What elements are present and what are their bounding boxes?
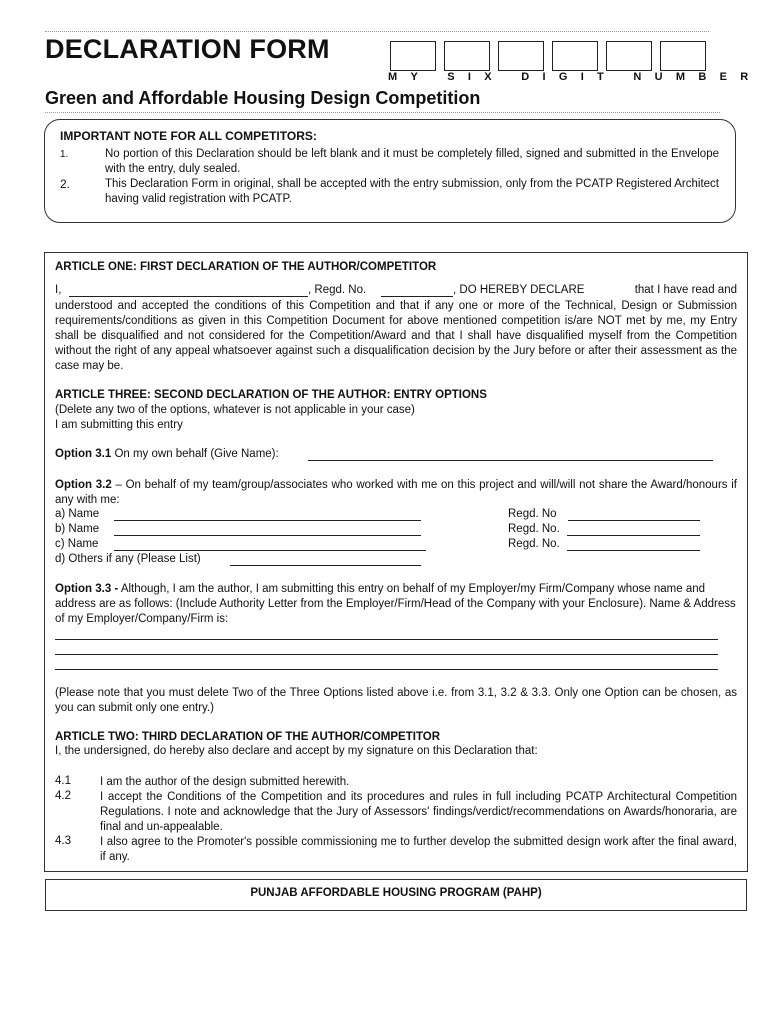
team-regd-field-c[interactable] [567,550,700,551]
employer-address-line-2[interactable] [55,654,718,655]
note-item-number: 1. [60,149,69,160]
digit-box-5[interactable] [606,41,652,71]
top-rule [45,31,709,32]
author-name-field[interactable] [69,296,308,297]
submitting-entry-text: I am submitting this entry [55,419,183,431]
declaration-item-text: I also agree to the Promoter's possible commissioning me to further develop the submitted design work after the final award, if any. [100,836,737,863]
program-name: PUNJAB AFFORDABLE HOUSING PROGRAM (PAHP) [250,887,542,899]
option-3-1-text: On my own behalf (Give Name): [114,448,279,460]
declaration-item-text: I am the author of the design submitted herewith. [100,776,350,788]
regd-no-label: , Regd. No. [308,284,367,296]
employer-address-line-3[interactable] [55,669,718,670]
option-3-2-text: – On behalf of my team/group/associates who worked with me on this project and will/will not share the Award/honours if any with me: [55,479,737,506]
others-list-field[interactable] [230,565,421,566]
article-two-heading: ARTICLE TWO: THIRD DECLARATION OF THE AUTHOR/COMPETITOR [55,731,441,743]
digit-box-6[interactable] [660,41,706,71]
digit-box-3[interactable] [498,41,544,71]
team-name-row-a: a) Name [55,508,100,520]
team-name-field-c[interactable] [114,550,426,551]
option-3-1-label: Option 3.1 [55,448,112,460]
article-one-first-line [55,284,737,299]
team-name-field-a[interactable] [114,520,421,521]
declaration-item-number: 4.3 [55,835,71,847]
note-item-number: 2. [60,177,71,191]
option-3-3-label: Option 3.3 - [55,583,119,595]
note-item-text: This Declaration Form in original, shall be accepted with the entry submission, only from the PCATP Registered Architect having valid registration with PCATP. [105,178,719,205]
option-3-2 [55,478,737,508]
important-note-heading: IMPORTANT NOTE FOR ALL COMPETITORS: [60,129,317,143]
digit-box-4[interactable] [552,41,598,71]
i-label: I, [55,284,62,296]
form-title: DECLARATION FORM [45,34,330,64]
option-3-2-label: Option 3.2 [55,479,112,491]
subtitle-rule [45,112,720,113]
team-name-row-b: b) Name [55,523,100,535]
first-line-tail: that I have read and [634,284,737,296]
employer-address-line-1[interactable] [55,639,718,640]
declaration-item-number: 4.2 [55,790,71,802]
digit-number-label: MY SIX DIGIT NUMBER [388,71,762,83]
regd-no-field[interactable] [381,296,453,297]
delete-two-options-note: (Please note that you must delete Two of the Three Options listed above i.e. from 3.1, 3.2 & 3.3. Only one Option can be chosen, as you can submit only one entry.) [55,687,737,714]
team-regd-field-b[interactable] [567,535,700,536]
note-item-text: No portion of this Declaration should be left blank and it must be completely filled, signed and submitted in the Envelope with the entry, duly sealed. [105,148,719,175]
digit-box-2[interactable] [444,41,490,71]
competition-subtitle: Green and Affordable Housing Design Competition [45,88,481,108]
declaration-item-number: 4.1 [55,775,71,787]
option-3-3-text: Although, I am the author, I am submitting this entry on behalf of my Employer/my Firm/Company whose name and address are as follows: (Include Authority Letter from the Employer/Firm/Head of the Company with your Enclosure). Name & Address of my Employer/Company/Firm is: [55,583,736,625]
team-regd-label-a: Regd. No [508,508,557,520]
team-regd-field-a[interactable] [568,520,700,521]
option-3-1-name-field[interactable] [308,460,713,461]
others-list-label: d) Others if any (Please List) [55,553,201,565]
team-name-row-c: c) Name [55,538,99,550]
team-name-field-b[interactable] [114,535,421,536]
article-one-heading: ARTICLE ONE: FIRST DECLARATION OF THE AUTHOR/COMPETITOR [55,261,437,273]
option-3-1 [55,448,737,460]
article-one-body: understood and accepted the conditions of this Competition and that if any one or more of the Technical, Design or Submission requirements/conditions as given in this Competition Document for above mentioned competition is/are NOT met by me, my Entry shall be disqualified and not considered for the Competition/Award and that I shall have disqualified myself from the Competition without the right of any appeal whatsoever against such a disqualification decision by the Jury before or after their assessment as the case may be. [55,300,737,372]
article-two-intro: I, the undersigned, do hereby also declare and accept by my signature on this Declaration that: [55,745,538,757]
team-regd-label-c: Regd. No. [508,538,560,550]
declaration-item-text: I accept the Conditions of the Competition and its procedures and rules in full including PCATP Architectural Competition Regulations. I note and acknowledge that the Jury of Assessors' findings/verdict/recommendations on Awards/honoraria, are final and un-appealable. [100,791,737,833]
article-three-heading: ARTICLE THREE: SECOND DECLARATION OF THE AUTHOR: ENTRY OPTIONS [55,389,487,401]
team-regd-label-b: Regd. No. [508,523,560,535]
delete-options-note: (Delete any two of the options, whatever is not applicable in your case) [55,404,415,416]
option-3-3 [55,582,737,627]
declare-label: , DO HEREBY DECLARE [453,284,585,296]
digit-box-1[interactable] [390,41,436,71]
